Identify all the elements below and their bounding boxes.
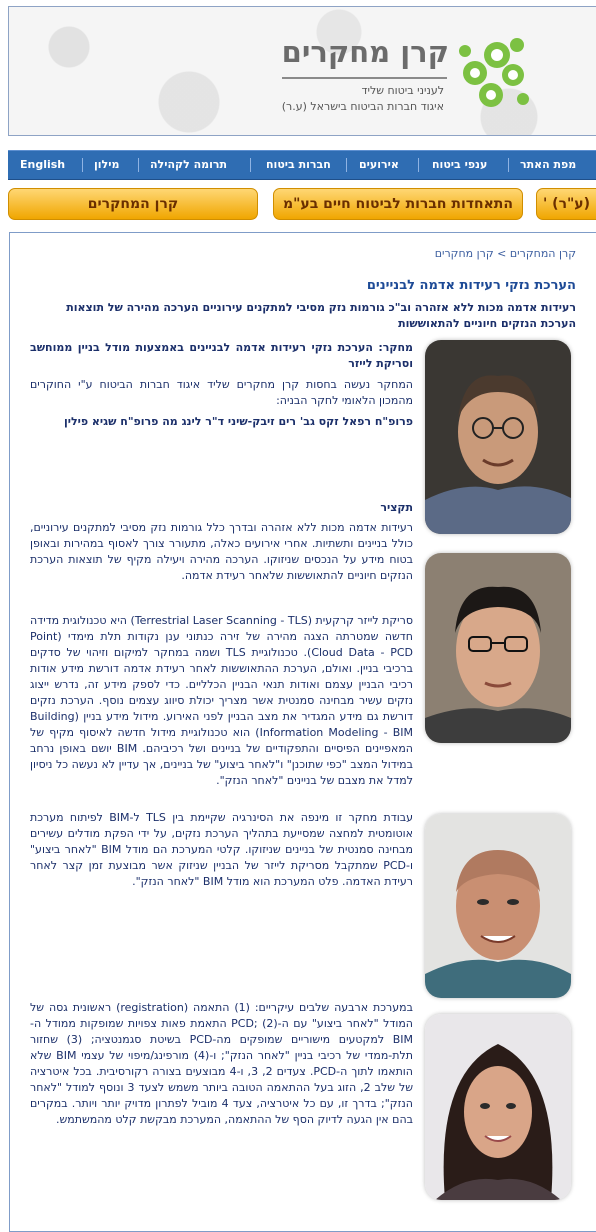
breadcrumb-root[interactable]: קרן המחקרים <box>509 247 576 260</box>
nav-separator <box>138 158 139 172</box>
logo-cell-icon <box>453 33 533 115</box>
researcher-photo-3 <box>425 814 571 998</box>
tab-life-insurance-association[interactable]: התאחדות חברות לביטוח חיים בע"מ <box>273 188 523 220</box>
summary-paragraph-4: במערכת ארבעה שלבים עיקריים: (1) התאמה (registration) ראשונית גסה של המודל "לאחר ביצוע" עם ה-PCD; (2) התאמת פאות צפויות שמופקות ממודל ה-BIM למקטעים מישוריים שמופקים מה-PCD בשיטת סגמנטציה; (3) שחזור תלת-ממדי של רכיבי בניין "לאחר הנזק"; ו-(4) מורפינג/מיפוי של עצמי BIM שלא הותאמו לתוך ה-PCD. צעדים 2, 3, ו-4 מבוצעים בצורה רקורסיבית. בכל איטרציה של שלב 2, הזוג בעל ההתאמה הטובה ביותר משמש לצעד 3 ונוסף למודל "לאחר הנזק"; בדרך זו, עם כל איטרציה, צעד 4 מוביל לפתרון מדויק יותר ויותר. במקרים בהם אין הגעה לדיוק הסף של ההתאמה, המערכת מבקשת קלט מהמשתמש. <box>30 1001 413 1126</box>
nav-item-insurance-branches[interactable]: ענפי ביטוח <box>432 158 488 171</box>
nav-separator <box>250 158 251 172</box>
nav-separator <box>346 158 347 172</box>
summary-heading: תקציר <box>380 501 413 514</box>
nav-item-english[interactable]: English <box>20 158 66 171</box>
main-nav <box>8 150 596 180</box>
researchers-list: פרופ"ח רפאל זקס גב' רים זיבק-שיני ד"ר לינג מה פרופ"ח שגיא פילין <box>63 415 413 428</box>
nav-separator <box>418 158 419 172</box>
nav-item-insurance-companies[interactable]: חברות ביטוח <box>266 158 331 171</box>
summary-paragraph-3: עבודת מחקר זו מינפה את הסינרגיה שקיימת בין TLS ל-BIM לפיתוח מערכת אוטומטית למחצה שמסייעת בתהליך הערכת נזקים, על ידי הפקת מודלים עשירים מבחינה סמנטית של בניינים שניזוקו. קלטי המערכת הם מודל BIM "לאחר ביצוע" ו-PCD שמתקבל מסריקת לייזר של הבניין שניזוק אשר מבוצעת זמן קצר לאחר רעידת האדמה. פלט המערכת הוא מודל BIM "לאחר הנזק". <box>30 811 414 888</box>
nav-item-community[interactable]: תרומה לקהילה <box>150 158 228 171</box>
nav-item-events[interactable]: אירועים <box>359 158 399 171</box>
breadcrumb <box>435 247 576 260</box>
summary-paragraph-1: רעידות אדמה מכות ללא אזהרה ובדרך כלל גורמות נזק מסיבי למתקנים עירוניים, כולל בניינים ותשתיות. אחרי אירועים כאלה, מתעורר צורך לאסוף במהירות ובאופן בטוח מידע על הנכסים שניזוקו. הערכה מהירה ויעילה מקיף של תוצאות הערכת הנזקים חיוניים להתאוששות שלאחר רעידת אדמה. <box>30 521 413 582</box>
page-title: הערכת נזקי רעידות אדמה לבניינים <box>366 278 576 293</box>
researcher-photo-4 <box>425 1014 571 1200</box>
tab-research-fund[interactable]: קרן המחקרים <box>8 188 258 220</box>
tab-partial[interactable]: ' (ע"ר) <box>536 188 596 220</box>
researcher-photo-1 <box>425 340 571 534</box>
breadcrumb-current[interactable]: קרן מחקרים <box>434 247 494 260</box>
logo-divider <box>282 77 447 79</box>
breadcrumb-separator: > <box>497 247 507 260</box>
logo-title: קרן מחקרים <box>281 35 449 69</box>
site-header <box>8 6 596 136</box>
logo-subtitle-2: איגוד חברות הביטוח בישראל (ע.ר) <box>281 100 444 113</box>
nav-item-dictionary[interactable]: מילון <box>94 158 120 171</box>
nav-separator <box>82 158 83 172</box>
nav-item-sitemap[interactable]: מפת האתר <box>520 158 577 171</box>
research-heading: מחקר: הערכת נזקי רעידות אדמה לבניינים באמצעות מודל בניין ממוחשב וסריקת לייזר <box>30 341 413 370</box>
researcher-photo-2 <box>425 553 571 743</box>
page-subtitle: רעידות אדמה מכות ללא אזהרה וב"כ גורמות נזק מסיבי למתקנים עירוניים הערכה מהירה של תוצאות הערכת הנזקים חיוניים להתאוששות <box>66 301 576 330</box>
logo-subtitle: לעניני ביטוח שליד <box>361 84 444 97</box>
research-intro: המחקר נעשה בחסות קרן מחקרים שליד איגוד חברות הביטוח ע"י החוקרים מהמכון הלאומי לחקר הבניה: <box>30 378 413 407</box>
summary-paragraph-2: סריקת לייזר קרקעית (Terrestrial Laser Scanning - TLS) היא טכנולוגית מדידה חדשה שמטרתה הצגה מהירה של זירה כנתוני ענן נקודות תלת מימדי (Point Cloud Data - PCD). טכנולוגיית TLS ושמה במחקר למיקום וזיהוי של סדקים ברכיבי בניין. ואולם, הערכת ההתאוששות לאחר רעידת אדמה דורשת מידע אודות רכיבי הבניין עצמם ואודות תנאי הבניין הכלליים. כדי לספק מידע זה, נדרש ייצוג נזקים עשיר מבחינה סמנטית אשר מצריך יכולת סיווג עצמים נוסף. הערכת נזקים דורשת גם מידע המגדיר את מצב הבניין לפני האירוע. מידול מידע בניין (Building Information Modeling - BIM) הוא טכנולוגיית מידול חדשה לאיסוף מקיף של המאפיינים הפיסיים והתפקודיים של בניינים ושל רכיביהם. BIM יושם באופן נרחב במידול המצב "כפי שתוכנן" ו"לאחר ביצוע" של בניינים, אך עדיין לא נעשה כל ניסיון למדל את מצבם של בניינים "לאחר הנזק". <box>30 614 414 787</box>
nav-separator <box>508 158 509 172</box>
